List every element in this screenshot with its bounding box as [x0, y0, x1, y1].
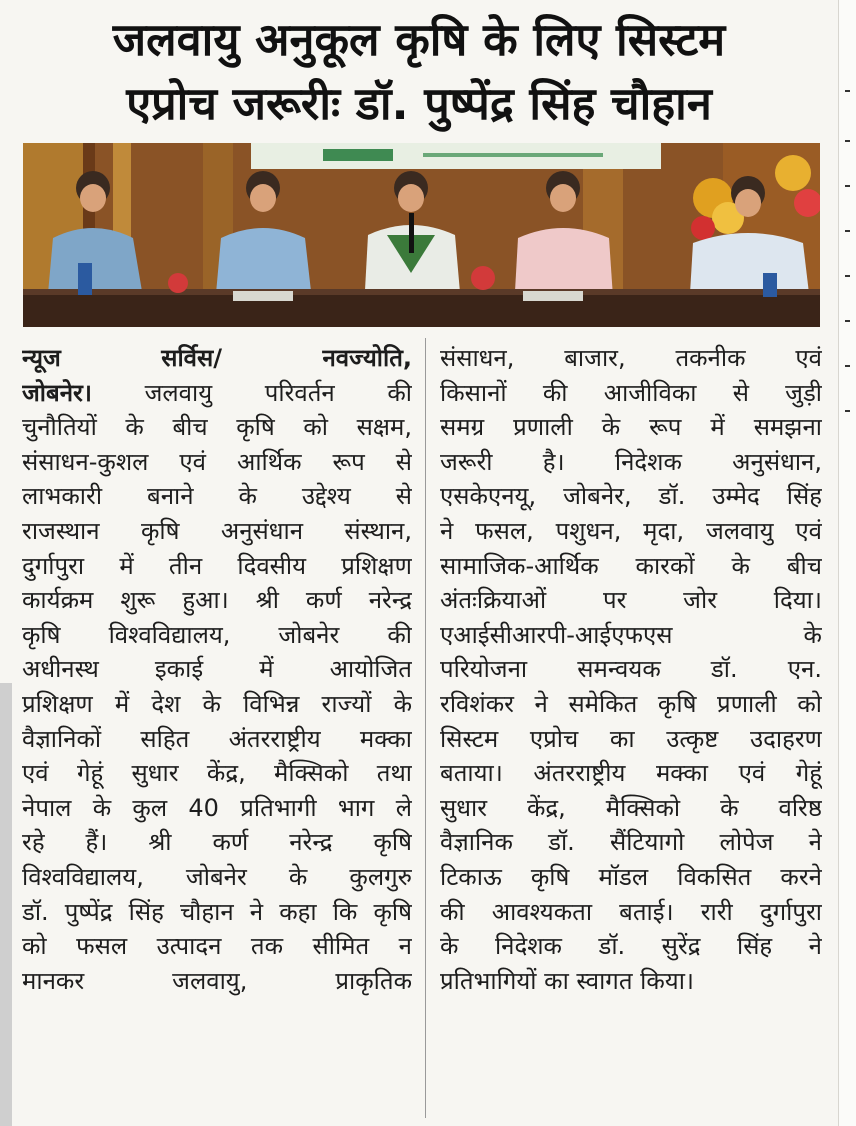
headline: [10, 8, 828, 136]
article-line: किसानों की आजीविका से जुड़ी: [440, 378, 822, 407]
article-byline: न्यूज सर्विस/ नवज्योति,: [22, 344, 412, 372]
article-line: रविशंकर ने समेकित कृषि प्रणाली को: [440, 689, 822, 718]
article-column-right: [440, 341, 822, 998]
article-line: एआईसीआरपी-आईएफएस के: [440, 620, 822, 649]
article-line: कार्यक्रम शुरू हुआ। श्री कर्ण नरेन्द्र: [22, 586, 412, 615]
news-photo: [23, 143, 820, 327]
article-line: बताया। अंतरराष्ट्रीय मक्का एवं गेहूं: [440, 759, 822, 788]
page-edge-shadow: [0, 683, 12, 1126]
article-line: डॉ. पुष्पेंद्र सिंह चौहान ने कहा कि कृषि: [22, 897, 412, 926]
article-dateline: जोबनेर।: [22, 378, 92, 407]
article-line: सुधार केंद्र, मैक्सिको के वरिष्ठ: [440, 793, 822, 822]
article-line: वैज्ञानिकों सहित अंतरराष्ट्रीय मक्का: [22, 724, 412, 753]
article-line: कृषि विश्वविद्यालय, जोबनेर की: [22, 620, 412, 649]
article-line: जरूरी है। निदेशक अनुसंधान,: [440, 447, 822, 476]
article-column-left: [22, 341, 412, 998]
article-line: समग्र प्रणाली के रूप में समझना: [440, 413, 822, 442]
article-line: संसाधन, बाजार, तकनीक एवं: [440, 344, 822, 372]
article-line: वैज्ञानिक डॉ. सैंटियागो लोपेज ने: [440, 828, 822, 857]
article-line: रहे हैं। श्री कर्ण नरेन्द्र कृषि: [22, 828, 412, 857]
article-line: सिस्टम एप्रोच का उत्कृष्ट उदाहरण: [440, 724, 822, 753]
article-line: प्रतिभागियों का स्वागत किया।: [440, 966, 695, 995]
article-line: दुर्गापुरा में तीन दिवसीय प्रशिक्षण: [22, 551, 412, 580]
article-line: विश्वविद्यालय, जोबनेर के कुलगुरु: [22, 862, 412, 891]
article-line: मानकर जलवायु, प्राकृतिक: [22, 966, 412, 995]
article-line: को फसल उत्पादन तक सीमित न: [22, 932, 412, 961]
article-line: के निदेशक डॉ. सुरेंद्र सिंह ने: [440, 932, 822, 961]
article-line: एसकेएनयू, जोबनेर, डॉ. उम्मेद सिंह: [440, 482, 822, 511]
article-line: प्रशिक्षण में देश के विभिन्न राज्यों के: [22, 689, 412, 718]
article-line: की आवश्यकता बताई। रारी दुर्गापुरा: [440, 897, 822, 926]
panel-discussion-photo: [23, 143, 820, 327]
article-line: सामाजिक-आर्थिक कारकों के बीच: [440, 551, 822, 580]
article-line: ने फसल, पशुधन, मृदा, जलवायु एवं: [440, 516, 822, 545]
adjacent-column-edge: [838, 0, 856, 1126]
column-divider: [425, 338, 426, 1118]
article-line: [22, 376, 412, 411]
article-text: जलवायु परिवर्तन की: [144, 378, 412, 407]
article-line: चुनौतियों के बीच कृषि को सक्षम,: [22, 413, 412, 442]
headline-line-2: एप्रोच जरूरीः डॉ. पुष्पेंद्र सिंह चौहान: [126, 77, 712, 130]
article-line: एवं गेहूं सुधार केंद्र, मैक्सिको तथा: [22, 759, 412, 788]
article-line: लाभकारी बनाने के उद्देश्य से: [22, 482, 412, 511]
article-line: अंतःक्रियाओं पर जोर दिया।: [440, 586, 822, 615]
article-line: परियोजना समन्वयक डॉ. एन.: [440, 655, 822, 684]
article-line: नेपाल के कुल 40 प्रतिभागी भाग ले: [22, 793, 412, 822]
article-line: अधीनस्थ इकाई में आयोजित: [22, 655, 412, 684]
headline-line-1: जलवायु अनुकूल कृषि के लिए सिस्टम: [112, 13, 726, 66]
article-line: टिकाऊ कृषि मॉडल विकसित करने: [440, 862, 822, 891]
article-line: संसाधन-कुशल एवं आर्थिक रूप से: [22, 447, 412, 476]
article-line: राजस्थान कृषि अनुसंधान संस्थान,: [22, 516, 412, 545]
